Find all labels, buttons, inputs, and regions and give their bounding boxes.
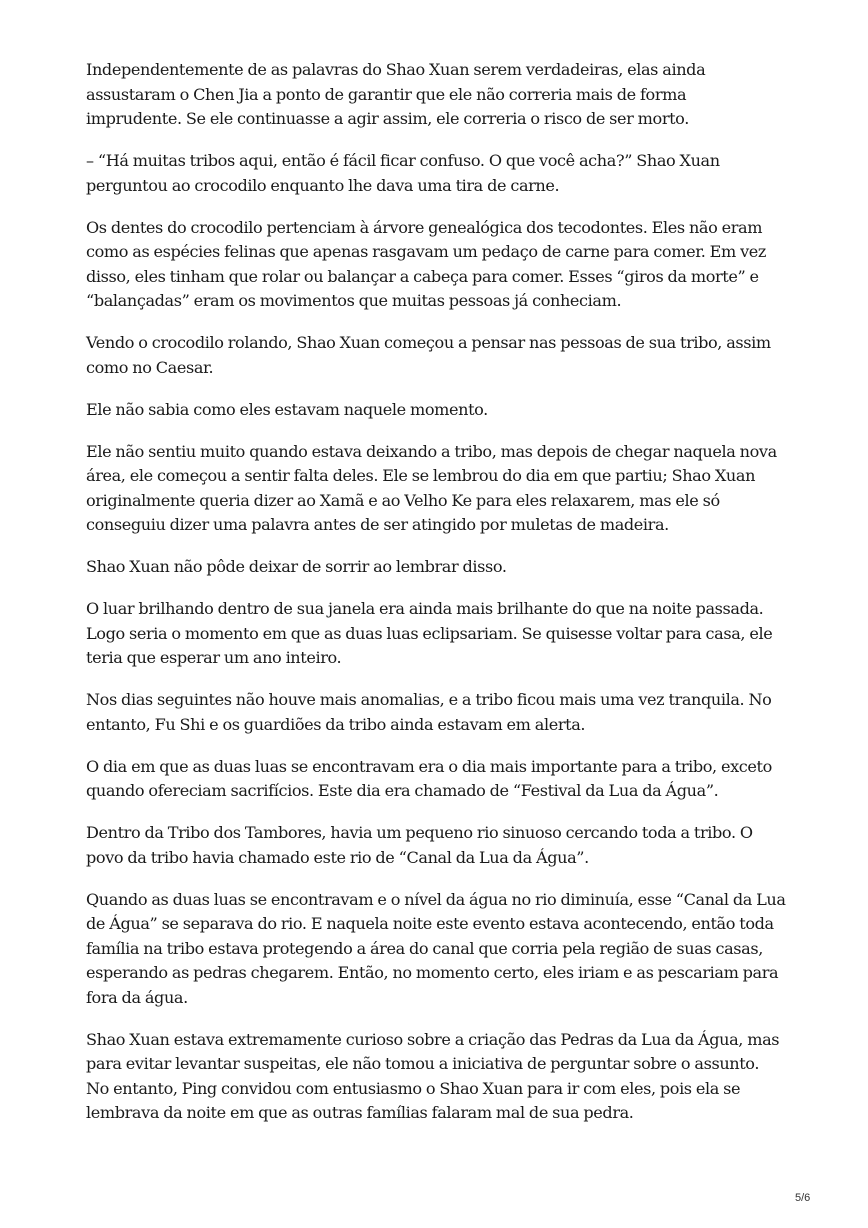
paragraph: Independentemente de as palavras do Shao Xuan serem verdadeiras, elas ainda assustaram o Chen Jia a ponto de garantir que ele não correria mais de forma imprudente. Se ele continuasse a agir assim, ele correria o risco de ser morto.	[86, 60, 706, 128]
paragraph: O luar brilhando dentro de sua janela era ainda mais brilhante do que na noite passada. Logo seria o momento em que as duas luas eclipsariam. Se quisesse voltar para casa, ele teria que esperar um ano inteiro.	[86, 599, 773, 667]
document-body	[86, 58, 786, 1143]
paragraph: Os dentes do crocodilo pertenciam à árvore genealógica dos tecodontes. Eles não eram como as espécies felinas que apenas rasgavam um pedaço de carne para comer. Em vez disso, eles tinham que rolar ou balançar a cabeça para comer. Esses “giros da morte” e “balançadas” eram os movimentos que muitas pessoas já conheciam.	[86, 217, 766, 310]
paragraph: – “Há muitas tribos aqui, então é fácil ficar confuso. O que você acha?” Shao Xuan perguntou ao crocodilo enquanto lhe dava uma tira de carne.	[86, 151, 720, 195]
paragraph: Ele não sabia como eles estavam naquele momento.	[86, 399, 488, 419]
paragraph: O dia em que as duas luas se encontravam era o dia mais importante para a tribo, exceto quando ofereciam sacrifícios. Este dia era chamado de “Festival da Lua da Água”.	[86, 756, 772, 800]
paragraph: Vendo o crocodilo rolando, Shao Xuan começou a pensar nas pessoas de sua tribo, assim como no Caesar.	[86, 333, 771, 377]
page-number: 5/6	[795, 1192, 811, 1204]
paragraph: Dentro da Tribo dos Tambores, havia um pequeno rio sinuoso cercando toda a tribo. O povo da tribo havia chamado este rio de “Canal da Lua da Água”.	[86, 823, 753, 867]
paragraph: Shao Xuan não pôde deixar de sorrir ao lembrar disso.	[86, 557, 507, 576]
paragraph: Ele não sentiu muito quando estava deixando a tribo, mas depois de chegar naquela nova área, ele começou a sentir falta deles. Ele se lembrou do dia em que partiu; Shao Xuan originalmente queria dizer ao Xamã e ao Velho Ke para eles relaxarem, mas ele só conseguiu dizer uma palavra antes de ser atingido por muletas de madeira.	[86, 441, 777, 534]
paragraph: Shao Xuan estava extremamente curioso sobre a criação das Pedras da Lua da Água, mas para evitar levantar suspeitas, ele não tomou a iniciativa de perguntar sobre o assunto. No entanto, Ping convidou com entusiasmo o Shao Xuan para ir com eles, pois ela se lembrava da noite em que as outras famílias falaram mal de sua pedra.	[86, 1029, 780, 1122]
paragraph: Quando as duas luas se encontravam e o nível da água no rio diminuía, esse “Canal da Lua de Água” se separava do rio. E naquela noite este evento estava acontecendo, então toda família na tribo estava protegendo a área do canal que corria pela região de suas casas, esperando as pedras chegarem. Então, no momento certo, eles iriam e as pescariam para fora da água.	[86, 889, 786, 1007]
paragraph: Nos dias seguintes não houve mais anomalias, e a tribo ficou mais uma vez tranquila. No entanto, Fu Shi e os guardiões da tribo ainda estavam em alerta.	[86, 690, 772, 734]
